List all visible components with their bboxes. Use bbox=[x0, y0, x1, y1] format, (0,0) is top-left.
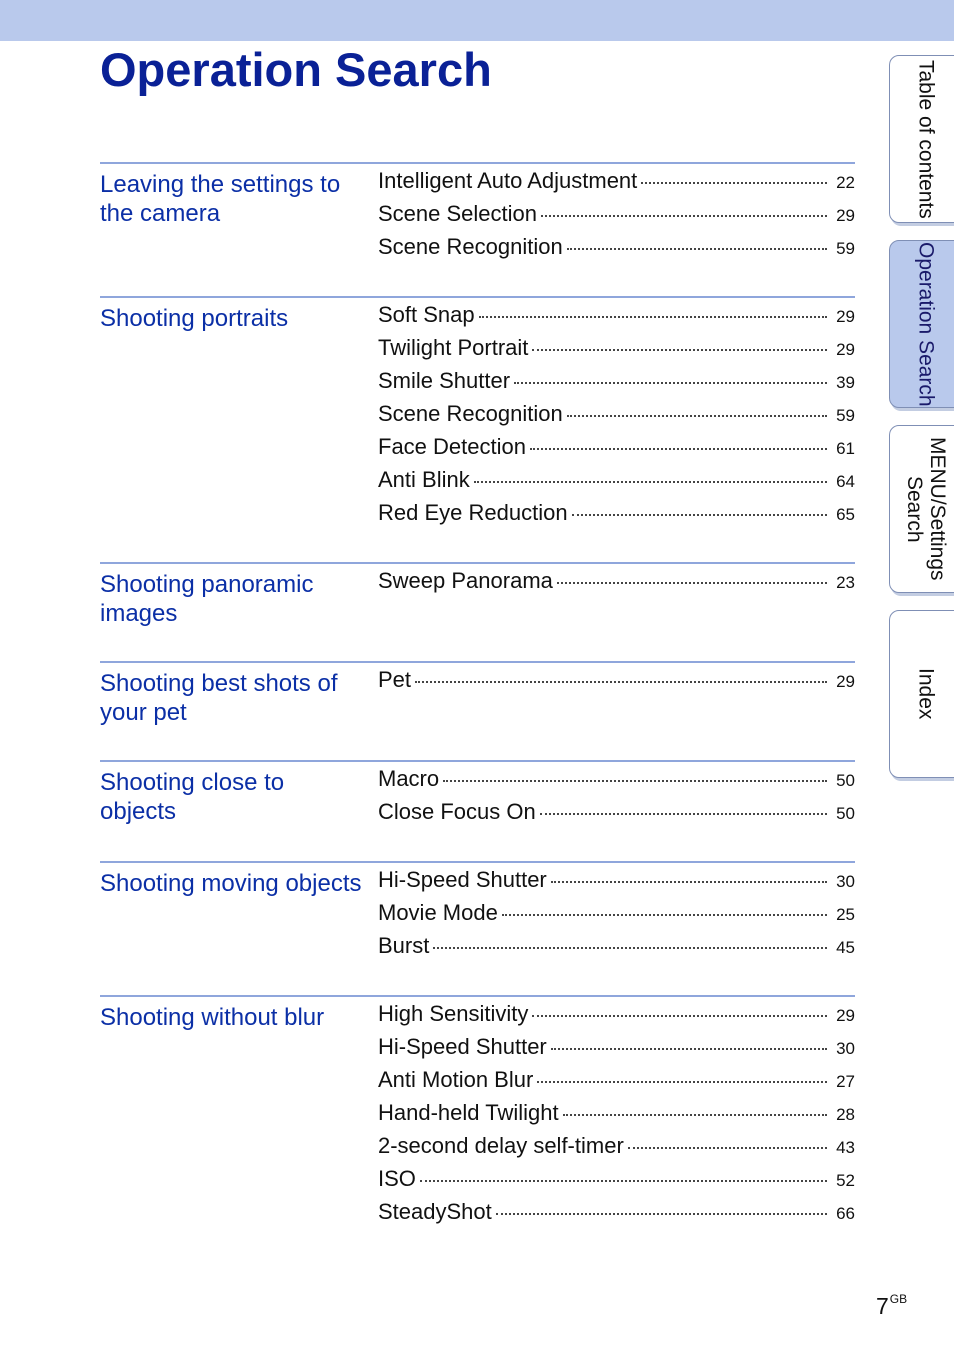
entry-page-number[interactable]: 43 bbox=[836, 1138, 855, 1157]
section-title: Leaving the settings to the camera bbox=[100, 171, 341, 227]
entry-label[interactable]: Close Focus On bbox=[378, 799, 536, 824]
tab-label: MENU/Settings Search bbox=[903, 437, 949, 581]
leader-dots bbox=[572, 514, 827, 516]
entry-page-number[interactable]: 59 bbox=[836, 239, 855, 258]
entry-row[interactable] bbox=[378, 1100, 855, 1133]
tab-index[interactable] bbox=[889, 610, 954, 778]
leader-dots bbox=[496, 1213, 827, 1215]
section-panoramic bbox=[100, 562, 855, 661]
section-title: Shooting portraits bbox=[100, 305, 289, 332]
leader-dots bbox=[479, 316, 827, 318]
entry-label[interactable]: Smile Shutter bbox=[378, 368, 511, 393]
entry-row[interactable] bbox=[378, 302, 855, 335]
entry-page-number[interactable]: 23 bbox=[836, 573, 855, 592]
entry-label[interactable]: Twilight Portrait bbox=[378, 335, 529, 360]
entry-label[interactable]: Scene Selection bbox=[378, 201, 537, 226]
leader-dots bbox=[567, 248, 827, 250]
leader-dots bbox=[502, 914, 827, 916]
leader-dots bbox=[540, 813, 827, 815]
leader-dots bbox=[443, 780, 827, 782]
entry-list bbox=[378, 164, 855, 267]
entry-label[interactable]: 2-second delay self-timer bbox=[378, 1133, 624, 1158]
leader-dots bbox=[641, 182, 827, 184]
operation-search-sections bbox=[100, 162, 855, 1237]
section-close-objects bbox=[100, 760, 855, 861]
entry-label[interactable]: SteadyShot bbox=[378, 1199, 492, 1224]
entry-row[interactable] bbox=[378, 335, 855, 368]
leader-dots bbox=[628, 1147, 827, 1149]
page-number-suffix: GB bbox=[889, 1292, 908, 1306]
entry-row[interactable] bbox=[378, 799, 855, 832]
entry-page-number[interactable]: 45 bbox=[836, 938, 855, 957]
entry-label[interactable]: Movie Mode bbox=[378, 900, 498, 925]
entry-page-number[interactable]: 29 bbox=[836, 206, 855, 225]
entry-page-number[interactable]: 29 bbox=[836, 340, 855, 359]
section-leaving-settings bbox=[100, 162, 855, 296]
leader-dots bbox=[530, 448, 827, 450]
entry-row[interactable] bbox=[378, 201, 855, 234]
entry-label[interactable]: Scene Recognition bbox=[378, 234, 563, 259]
entry-label[interactable]: Intelligent Auto Adjustment bbox=[378, 168, 638, 193]
entry-label[interactable]: Hi-Speed Shutter bbox=[378, 867, 547, 892]
section-title: Shooting panoramic images bbox=[100, 571, 314, 627]
entry-row[interactable] bbox=[378, 434, 855, 467]
tab-label: Index bbox=[914, 668, 938, 720]
leader-dots bbox=[433, 947, 827, 949]
page-number bbox=[876, 1292, 907, 1320]
entry-page-number[interactable]: 50 bbox=[836, 804, 855, 823]
page-title: Operation Search bbox=[100, 43, 492, 96]
entry-row[interactable] bbox=[378, 368, 855, 401]
entry-row[interactable] bbox=[378, 500, 855, 533]
leader-dots bbox=[415, 681, 827, 683]
entry-page-number[interactable]: 39 bbox=[836, 373, 855, 392]
entry-page-number[interactable]: 65 bbox=[836, 505, 855, 524]
entry-page-number[interactable]: 29 bbox=[836, 307, 855, 326]
entry-row[interactable] bbox=[378, 401, 855, 434]
entry-label[interactable]: Hand-held Twilight bbox=[378, 1100, 559, 1125]
entry-page-number[interactable]: 22 bbox=[836, 173, 855, 192]
entry-label[interactable]: Burst bbox=[378, 933, 430, 958]
leader-dots bbox=[420, 1180, 827, 1182]
leader-dots bbox=[541, 215, 827, 217]
entry-page-number[interactable]: 25 bbox=[836, 905, 855, 924]
entry-list bbox=[378, 564, 855, 601]
entry-label[interactable]: Soft Snap bbox=[378, 302, 475, 327]
leader-dots bbox=[532, 349, 827, 351]
entry-label[interactable]: Red Eye Reduction bbox=[378, 500, 568, 525]
entry-row[interactable] bbox=[378, 667, 855, 700]
entry-label[interactable]: Macro bbox=[378, 766, 440, 791]
entry-row[interactable] bbox=[378, 1199, 855, 1232]
entry-page-number[interactable]: 52 bbox=[836, 1171, 855, 1190]
section-portraits bbox=[100, 296, 855, 562]
entry-list bbox=[378, 997, 855, 1232]
entry-page-number[interactable]: 66 bbox=[836, 1204, 855, 1223]
tab-label: Operation Search bbox=[914, 241, 938, 407]
entry-page-number[interactable]: 29 bbox=[836, 1006, 855, 1025]
entry-page-number[interactable]: 50 bbox=[836, 771, 855, 790]
tab-menu-settings-search[interactable] bbox=[889, 425, 954, 593]
section-title: Shooting close to objects bbox=[100, 769, 285, 825]
entry-page-number[interactable]: 59 bbox=[836, 406, 855, 425]
section-title: Shooting moving objects bbox=[100, 870, 362, 897]
leader-dots bbox=[532, 1015, 827, 1017]
entry-label[interactable]: Sweep Panorama bbox=[378, 568, 553, 593]
entry-row[interactable] bbox=[378, 234, 855, 267]
entry-row[interactable] bbox=[378, 1067, 855, 1100]
entry-row[interactable] bbox=[378, 867, 855, 900]
entry-list bbox=[378, 298, 855, 533]
entry-page-number[interactable]: 29 bbox=[836, 672, 855, 691]
entry-page-number[interactable]: 28 bbox=[836, 1105, 855, 1124]
leader-dots bbox=[551, 881, 827, 883]
entry-row[interactable] bbox=[378, 900, 855, 933]
entry-label[interactable]: ISO bbox=[378, 1166, 416, 1191]
entry-page-number[interactable]: 30 bbox=[836, 1039, 855, 1058]
entry-row[interactable] bbox=[378, 1166, 855, 1199]
leader-dots bbox=[474, 481, 827, 483]
leader-dots bbox=[551, 1048, 827, 1050]
entry-list bbox=[378, 762, 855, 832]
section-pet bbox=[100, 661, 855, 760]
entry-row[interactable] bbox=[378, 1001, 855, 1034]
entry-label[interactable]: Anti Motion Blur bbox=[378, 1067, 534, 1092]
leader-dots bbox=[563, 1114, 827, 1116]
entry-list bbox=[378, 863, 855, 966]
top-color-band bbox=[0, 0, 954, 41]
entry-label[interactable]: Anti Blink bbox=[378, 467, 470, 492]
entry-row[interactable] bbox=[378, 1133, 855, 1166]
entry-row[interactable] bbox=[378, 766, 855, 799]
leader-dots bbox=[557, 582, 827, 584]
entry-list bbox=[378, 663, 855, 700]
entry-label[interactable]: Pet bbox=[378, 667, 412, 692]
tab-table-of-contents[interactable] bbox=[889, 55, 954, 223]
leader-dots bbox=[514, 382, 827, 384]
entry-label[interactable]: Hi-Speed Shutter bbox=[378, 1034, 547, 1059]
tab-operation-search[interactable] bbox=[889, 240, 954, 408]
entry-page-number[interactable]: 30 bbox=[836, 872, 855, 891]
entry-row[interactable] bbox=[378, 933, 855, 966]
entry-label[interactable]: Scene Recognition bbox=[378, 401, 563, 426]
entry-label[interactable]: High Sensitivity bbox=[378, 1001, 529, 1026]
leader-dots bbox=[567, 415, 827, 417]
entry-row[interactable] bbox=[378, 168, 855, 201]
tab-label: Table of contents bbox=[914, 59, 938, 219]
entry-row[interactable] bbox=[378, 1034, 855, 1067]
entry-page-number[interactable]: 64 bbox=[836, 472, 855, 491]
page-number-value: 7 bbox=[876, 1293, 889, 1319]
entry-page-number[interactable]: 27 bbox=[836, 1072, 855, 1091]
entry-row[interactable] bbox=[378, 467, 855, 500]
entry-row[interactable] bbox=[378, 568, 855, 601]
entry-page-number[interactable]: 61 bbox=[836, 439, 855, 458]
section-title: Shooting without blur bbox=[100, 1004, 325, 1031]
section-without-blur bbox=[100, 995, 855, 1237]
leader-dots bbox=[537, 1081, 827, 1083]
section-title: Shooting best shots of your pet bbox=[100, 670, 338, 726]
section-moving-objects bbox=[100, 861, 855, 995]
entry-label[interactable]: Face Detection bbox=[378, 434, 526, 459]
